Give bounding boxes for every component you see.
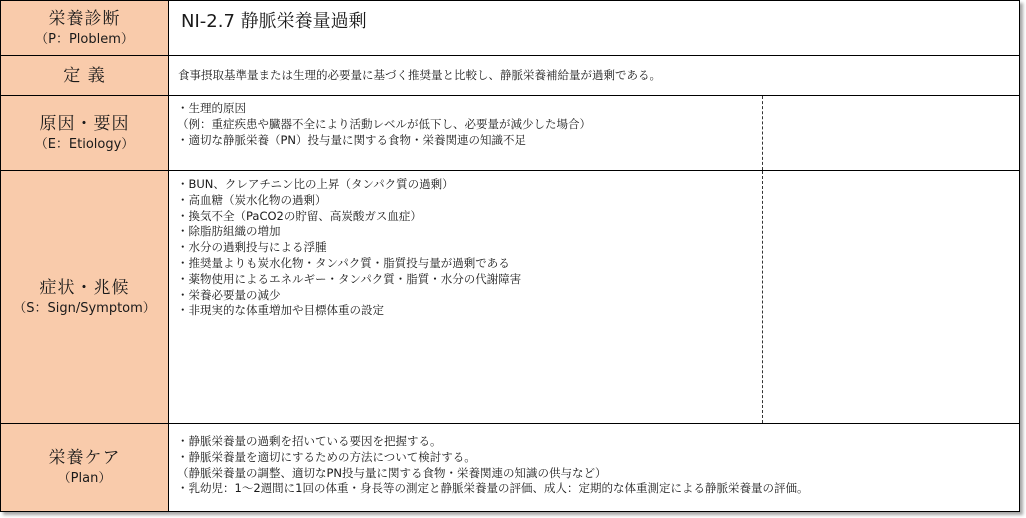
list-item: （静脈栄養量の調整、適切なPN投与量に関する食物・栄養関連の知識の供与など）: [177, 465, 607, 480]
symptoms-list: [177, 177, 592, 319]
column-divider: [762, 96, 763, 170]
symptoms-label-en: （S：Sign/Symptom）: [13, 300, 156, 316]
etiology-label-en: （E：Etiology）: [34, 136, 135, 152]
definition-label-jp: 定 義: [63, 65, 106, 86]
plan-label-en: （Plan）: [57, 471, 112, 486]
symptoms-label-cell: [1, 171, 169, 423]
plan-list: [177, 434, 808, 497]
symptoms-row: [1, 171, 1019, 424]
header-row: [1, 1, 1019, 56]
header-content-cell: [169, 1, 1019, 55]
list-item: ・乳幼児：1～2週間に1回の体重・身長等の測定と静脈栄養量の評価、成人：定期的な体重測定による静脈栄養量の評価。: [177, 481, 809, 496]
header-label-cell: [1, 1, 169, 55]
definition-content-cell: [169, 56, 1019, 95]
plan-row: [1, 424, 1019, 511]
definition-text: 食事摂取基準量または生理的必要量に基づく推奨量と比較し、静脈栄養補給量が過剰である。: [178, 68, 661, 82]
list-item: （例：重症疾患や臓器不全により活動レベルが低下し、必要量が減少した場合）: [177, 116, 591, 131]
column-divider: [762, 171, 763, 423]
etiology-label-cell: [1, 96, 169, 170]
etiology-content-cell: [169, 96, 1019, 170]
definition-row: [1, 56, 1019, 96]
list-item: ・薬物使用によるエネルギー・タンパク質・脂質・水分の代謝障害: [177, 271, 522, 286]
list-item: ・高血糖（炭水化物の過剰）: [177, 192, 327, 207]
plan-label-cell: [1, 424, 169, 511]
list-item: ・除脂肪組織の増加: [177, 224, 281, 239]
etiology-label-jp: 原因・要因: [39, 113, 130, 134]
symptoms-content-cell: [169, 171, 1019, 423]
list-item: ・水分の過剰投与による浮腫: [177, 240, 327, 255]
plan-label-jp: 栄養ケア: [48, 448, 121, 468]
header-label-jp: 栄養診断: [48, 8, 121, 29]
header-label-en: （P：Ploblem）: [35, 31, 134, 47]
diagnosis-title: NI-2.7 静脈栄養量過剰: [181, 11, 367, 32]
list-item: ・静脈栄養量を適切にするための方法について検討する。: [177, 449, 476, 464]
list-item: ・生理的原因: [177, 101, 246, 115]
definition-label-cell: [1, 56, 169, 95]
plan-content-cell: [169, 424, 1019, 511]
list-item: ・推奨量よりも炭水化物・タンパク質・脂質投与量が過剰である: [177, 255, 510, 270]
list-item: ・栄養必要量の減少: [177, 287, 281, 302]
symptoms-label-jp: 症状・兆候: [39, 277, 130, 298]
etiology-row: [1, 96, 1019, 171]
list-item: ・非現実的な体重増加や目標体重の設定: [177, 303, 384, 318]
list-item: ・BUN、クレアチニン比の上昇（タンパク質の過剰）: [177, 177, 454, 191]
list-item: ・静脈栄養量の過剰を招いている要因を把握する。: [177, 434, 442, 448]
etiology-list: [177, 101, 592, 148]
list-item: ・適切な静脈栄養（PN）投与量に関する食物・栄養関連の知識不足: [177, 132, 527, 147]
list-item: ・換気不全（PaCO2の貯留、高炭酸ガス血症）: [177, 208, 422, 223]
